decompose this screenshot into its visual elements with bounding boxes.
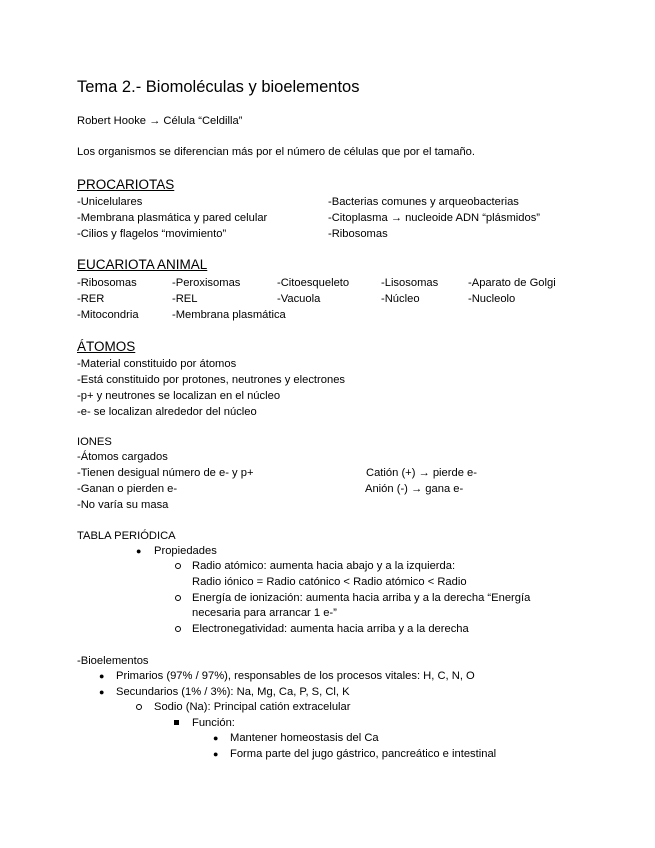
bullet-circle (175, 626, 181, 632)
anion-line: Anión (-) → gana e- (365, 483, 464, 495)
primarios-line: Primarios (97% / 97%), responsables de los procesos vitales: H, C, N, O (116, 670, 475, 682)
bullet-dot: ● (136, 546, 142, 556)
iones-line: -Ganan o pierden e- (77, 483, 178, 495)
bio-heading: -Bioelementos (77, 655, 149, 667)
atomos-line: -p+ y neutrones se localizan en el núcleo (77, 390, 281, 402)
tabla-heading: TABLA PERIÓDICA (77, 530, 176, 542)
organisms-line: Los organismos se diferencian más por el número de células que por el tamaño. (77, 146, 475, 158)
procariotas-left-3: -Cilios y flagelos “movimiento” (77, 228, 227, 240)
bullet-circle (175, 563, 181, 569)
procariotas-left-1: -Unicelulares (77, 196, 143, 208)
atomos-line: -e- se localizan alrededor del núcleo (77, 406, 257, 418)
procariotas-heading: PROCARIOTAS (77, 177, 175, 192)
bullet-dot: ● (99, 687, 105, 697)
funcion-item-2: Forma parte del jugo gástrico, pancreático e intestinal (230, 748, 497, 760)
procariotas-right-2: -Citoplasma → nucleoide ADN “plásmidos” (328, 212, 541, 224)
eucariota-item: -Mitocondria (77, 309, 139, 321)
propiedades-item: Propiedades (154, 545, 217, 557)
iones-line: -No varía su masa (77, 499, 169, 511)
iones-line: -Átomos cargados (77, 451, 168, 463)
hooke-line: Robert Hooke → Célula “Celdilla” (77, 115, 243, 127)
bullet-dot: ● (213, 749, 219, 759)
eucariota-item: -Vacuola (277, 293, 321, 305)
bullet-square (174, 720, 179, 725)
eucariota-heading: EUCARIOTA ANIMAL (77, 257, 208, 272)
eucariota-item: -Aparato de Golgi (468, 277, 556, 289)
eucariota-item: -Peroxisomas (172, 277, 241, 289)
funcion-line: Función: (192, 717, 235, 729)
iones-heading: IONES (77, 436, 112, 448)
iones-line: -Tienen desigual número de e- y p+ (77, 467, 254, 479)
atomos-heading: ÁTOMOS (77, 339, 136, 354)
eucariota-item: -RER (77, 293, 105, 305)
eucariota-item: -Nucleolo (468, 293, 516, 305)
atomos-line: -Material constituido por átomos (77, 358, 237, 370)
secundarios-line: Secundarios (1% / 3%): Na, Mg, Ca, P, S, Cl, K (116, 686, 350, 698)
eucariota-item: -Núcleo (381, 293, 420, 305)
eucariota-item: -Citoesqueleto (277, 277, 350, 289)
atomos-line: -Está constituido por protones, neutrones y electrones (77, 374, 346, 386)
radio-line-2: Radio iónico = Radio catónico < Radio atómico < Radio (192, 576, 467, 588)
eucariota-item: -Ribosomas (77, 277, 137, 289)
bullet-circle (175, 595, 181, 601)
eucariota-item: -Membrana plasmática (172, 309, 286, 321)
energia-line-1: Energía de ionización: aumenta hacia arriba y a la derecha “Energía (192, 592, 531, 604)
sodio-line: Sodio (Na): Principal catión extracelular (154, 701, 351, 713)
eucariota-item: -Lisosomas (381, 277, 439, 289)
funcion-item-1: Mantener homeostasis del Ca (230, 732, 379, 744)
electro-line: Electronegatividad: aumenta hacia arriba y a la derecha (192, 623, 469, 635)
radio-line-1: Radio atómico: aumenta hacia abajo y a la izquierda: (192, 560, 456, 572)
bullet-dot: ● (99, 671, 105, 681)
page-title: Tema 2.- Biomoléculas y bioelementos (77, 78, 360, 96)
bullet-circle (136, 704, 142, 710)
procariotas-left-2: -Membrana plasmática y pared celular (77, 212, 268, 224)
eucariota-item: -REL (172, 293, 198, 305)
bullet-dot: ● (213, 733, 219, 743)
energia-line-2: necesaria para arrancar 1 e-” (192, 607, 337, 619)
procariotas-right-3: -Ribosomas (328, 228, 388, 240)
procariotas-right-1: -Bacterias comunes y arqueobacterias (328, 196, 519, 208)
cation-line: Catión (+) → pierde e- (366, 467, 477, 479)
